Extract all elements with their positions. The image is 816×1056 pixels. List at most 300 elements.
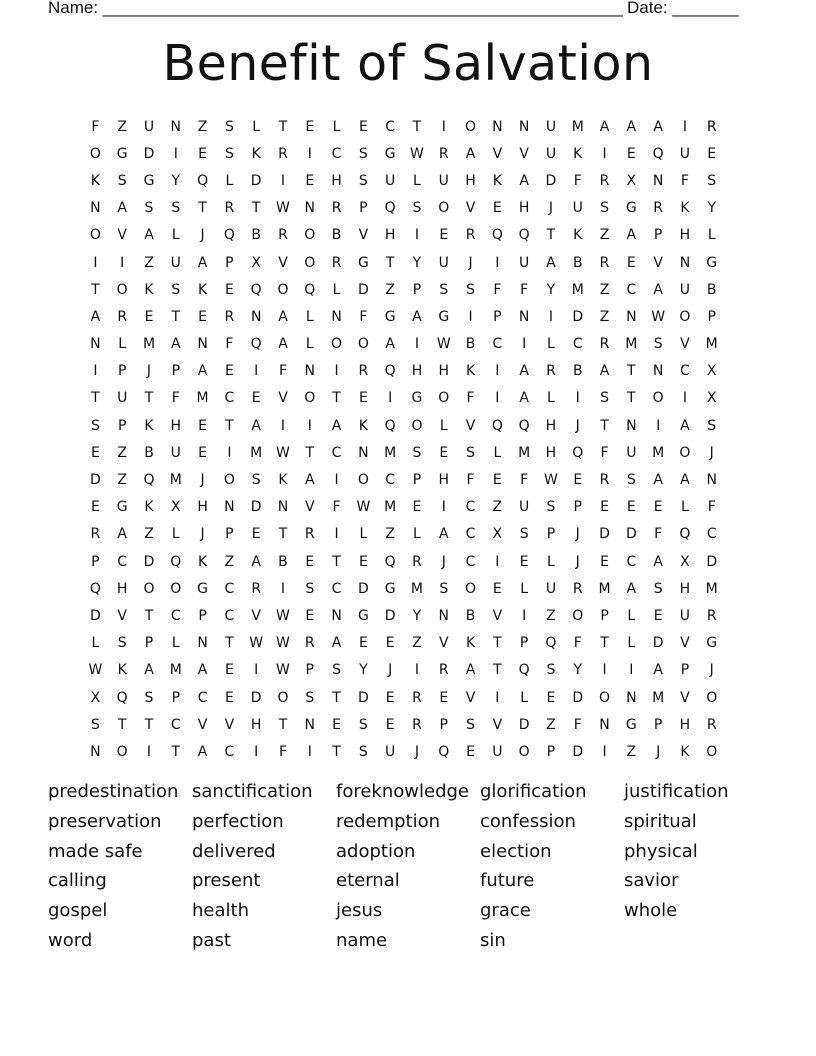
grid-letter: L xyxy=(305,308,314,325)
grid-letter: S xyxy=(224,118,234,135)
grid-letter: V xyxy=(465,417,476,434)
grid-letter: P xyxy=(305,662,314,679)
grid-letter: I xyxy=(414,227,420,244)
grid-letter: E xyxy=(144,308,154,325)
grid-letter: D xyxy=(250,689,262,706)
grid-letter: M xyxy=(169,472,182,489)
grid-letter: X xyxy=(706,390,717,407)
grid-letter: I xyxy=(495,363,500,380)
word-list-item: future xyxy=(480,870,535,892)
grid-letter: F xyxy=(278,363,287,380)
grid-letter: B xyxy=(331,227,342,244)
grid-letter: D xyxy=(518,716,530,733)
grid-letter: C xyxy=(385,472,396,489)
grid-letter: R xyxy=(304,526,315,543)
grid-letter: A xyxy=(519,363,529,380)
grid-letter: P xyxy=(573,499,582,516)
word-list-item: gospel xyxy=(48,900,108,922)
grid-letter: E xyxy=(707,145,717,162)
grid-letter: B xyxy=(465,607,476,624)
grid-letter: C xyxy=(331,580,342,597)
grid-letter: N xyxy=(438,607,449,624)
grid-letter: S xyxy=(224,145,234,162)
grid-letter: S xyxy=(117,172,127,189)
grid-letter: Q xyxy=(518,662,530,679)
grid-letter: A xyxy=(546,254,556,271)
grid-letter: S xyxy=(144,200,154,217)
grid-letter: K xyxy=(144,499,154,516)
grid-letter: K xyxy=(573,145,583,162)
word-list-item: foreknowledge xyxy=(336,781,469,802)
grid-letter: N xyxy=(492,118,503,135)
grid-letter: U xyxy=(545,580,557,597)
grid-letter: L xyxy=(681,499,689,516)
grid-letter: P xyxy=(519,635,529,652)
grid-letter: M xyxy=(384,444,397,461)
grid-letter: S xyxy=(707,417,717,434)
grid-letter: U xyxy=(385,172,396,189)
grid-letter: L xyxy=(118,336,127,353)
grid-letter: D xyxy=(250,499,262,516)
grid-letter: W xyxy=(276,635,290,652)
grid-letter: T xyxy=(600,635,609,652)
grid-letter: X xyxy=(492,526,503,543)
grid-letter: N xyxy=(358,444,369,461)
grid-letter: M xyxy=(571,118,584,135)
grid-letter: L xyxy=(332,281,341,298)
word-list-item: election xyxy=(480,840,552,862)
grid-letter: H xyxy=(411,363,423,380)
word-list-item: past xyxy=(192,929,231,951)
grid-letter: E xyxy=(198,444,208,461)
grid-letter: E xyxy=(492,200,502,217)
grid-letter: G xyxy=(384,580,396,597)
grid-letter: Q xyxy=(304,281,316,298)
grid-letter: H xyxy=(250,716,262,733)
grid-letter: P xyxy=(117,417,127,434)
grid-letter: A xyxy=(626,227,637,244)
grid-letter: V xyxy=(680,635,690,652)
grid-letter: Z xyxy=(144,526,154,543)
grid-letter: K xyxy=(144,281,154,298)
grid-letter: K xyxy=(117,662,127,679)
grid-letter: U xyxy=(170,444,181,461)
grid-letter: U xyxy=(117,390,128,407)
grid-letter: A xyxy=(278,336,288,353)
grid-letter: R xyxy=(706,118,717,135)
grid-letter: I xyxy=(468,308,473,325)
grid-letter: D xyxy=(357,689,369,706)
word-list-item: redemption xyxy=(336,810,441,832)
grid-letter: E xyxy=(385,635,395,652)
word-list-item: sanctification xyxy=(192,781,313,802)
grid-letter: J xyxy=(200,526,205,543)
grid-letter: A xyxy=(626,118,637,135)
grid-letter: P xyxy=(600,607,609,624)
grid-letter: P xyxy=(439,716,448,733)
grid-letter: C xyxy=(385,118,396,135)
grid-letter: C xyxy=(224,607,235,624)
grid-letter: C xyxy=(706,526,717,543)
letter-grid xyxy=(82,113,725,766)
grid-letter: Z xyxy=(117,444,127,461)
grid-letter: W xyxy=(276,662,290,679)
grid-letter: M xyxy=(652,444,665,461)
grid-letter: Q xyxy=(250,281,262,298)
grid-letter: A xyxy=(653,118,663,135)
grid-letter: D xyxy=(572,689,584,706)
grid-letter: E xyxy=(358,635,368,652)
grid-letter: E xyxy=(358,118,368,135)
grid-letter: C xyxy=(224,743,235,760)
grid-letter: O xyxy=(116,281,128,298)
grid-letter: T xyxy=(627,363,636,380)
grid-letter: H xyxy=(116,580,128,597)
grid-letter: Z xyxy=(492,499,503,516)
grid-letter: L xyxy=(493,444,502,461)
grid-letter: R xyxy=(438,662,449,679)
grid-letter: V xyxy=(680,336,690,353)
grid-letter: A xyxy=(278,308,288,325)
grid-letter: W xyxy=(276,200,290,217)
grid-letter: O xyxy=(706,689,718,706)
grid-letter: X xyxy=(680,553,690,570)
grid-letter: Q xyxy=(491,227,503,244)
grid-letter: F xyxy=(573,172,582,189)
grid-letter: A xyxy=(465,145,476,162)
grid-letter: R xyxy=(412,689,422,706)
grid-letter: F xyxy=(573,635,582,652)
grid-letter: L xyxy=(413,526,421,543)
grid-letter: O xyxy=(277,689,289,706)
grid-letter: R xyxy=(465,227,476,244)
grid-letter: A xyxy=(680,417,690,434)
grid-letter: P xyxy=(653,227,663,244)
grid-letter: A xyxy=(653,281,663,298)
grid-letter: N xyxy=(90,336,101,353)
grid-letter: J xyxy=(709,662,714,679)
grid-letter: U xyxy=(519,499,530,516)
grid-letter: Z xyxy=(626,743,637,760)
grid-letter: I xyxy=(682,390,687,407)
grid-letter: S xyxy=(546,662,556,679)
grid-letter: E xyxy=(573,472,583,489)
grid-letter: J xyxy=(709,444,714,461)
grid-letter: I xyxy=(682,118,687,135)
grid-letter: O xyxy=(277,281,289,298)
grid-letter: P xyxy=(171,363,181,380)
grid-letter: L xyxy=(627,635,636,652)
grid-letter: E xyxy=(224,281,234,298)
grid-letter: P xyxy=(493,308,502,325)
grid-letter: Y xyxy=(171,172,181,189)
grid-letter: Q xyxy=(572,444,584,461)
grid-letter: G xyxy=(706,254,718,271)
grid-letter: E xyxy=(626,499,636,516)
word-list-item: jesus xyxy=(336,900,383,922)
grid-letter: A xyxy=(653,472,663,489)
grid-letter: S xyxy=(332,662,342,679)
grid-letter: J xyxy=(575,526,580,543)
grid-letter: T xyxy=(117,716,127,733)
grid-letter: E xyxy=(439,689,449,706)
grid-letter: I xyxy=(495,390,500,407)
grid-letter: N xyxy=(170,118,182,135)
grid-letter: I xyxy=(280,172,286,189)
grid-letter: S xyxy=(600,200,609,217)
grid-letter: H xyxy=(438,363,450,380)
grid-letter: G xyxy=(357,254,369,271)
grid-letter: R xyxy=(572,580,583,597)
grid-letter: P xyxy=(546,743,556,760)
grid-letter: T xyxy=(251,200,261,217)
grid-letter: U xyxy=(438,172,449,189)
grid-letter: D xyxy=(599,526,610,543)
grid-letter: S xyxy=(90,417,100,434)
grid-letter: A xyxy=(251,553,261,570)
grid-letter: A xyxy=(117,526,127,543)
grid-letter: J xyxy=(575,417,580,434)
grid-letter: E xyxy=(358,553,368,570)
grid-letter: E xyxy=(626,254,636,271)
grid-letter: L xyxy=(520,580,529,597)
grid-letter: A xyxy=(197,363,208,380)
grid-letter: Z xyxy=(117,472,127,489)
grid-letter: M xyxy=(142,336,156,353)
grid-letter: L xyxy=(439,417,448,434)
grid-letter: I xyxy=(254,363,259,380)
grid-letter: E xyxy=(305,172,315,189)
grid-letter: U xyxy=(679,607,691,624)
word-list-item: health xyxy=(192,900,249,922)
word-list-item: savior xyxy=(624,870,679,892)
grid-letter: N xyxy=(197,336,208,353)
grid-letter: M xyxy=(625,336,638,353)
grid-letter: E xyxy=(492,580,502,597)
grid-letter: I xyxy=(334,472,339,489)
grid-letter: O xyxy=(438,390,450,407)
grid-letter: R xyxy=(278,145,288,162)
grid-letter: F xyxy=(171,390,180,407)
grid-letter: I xyxy=(307,417,312,434)
grid-letter: M xyxy=(571,281,584,298)
grid-letter: F xyxy=(600,444,609,461)
grid-letter: X xyxy=(170,499,181,516)
grid-letter: V xyxy=(465,689,476,706)
grid-letter: U xyxy=(438,254,449,271)
grid-letter: Q xyxy=(197,172,209,189)
grid-letter: L xyxy=(413,172,421,189)
grid-letter: T xyxy=(144,607,154,624)
grid-letter: Q xyxy=(491,417,503,434)
grid-letter: V xyxy=(117,227,127,244)
grid-letter: L xyxy=(547,553,555,570)
grid-letter: I xyxy=(93,363,98,380)
grid-letter: K xyxy=(465,363,476,380)
grid-letter: Y xyxy=(546,281,556,298)
grid-letter: M xyxy=(384,499,397,516)
word-list-item: adoption xyxy=(336,840,416,862)
grid-letter: E xyxy=(251,526,261,543)
grid-letter: S xyxy=(412,444,422,461)
grid-letter: O xyxy=(465,580,477,597)
grid-letter: K xyxy=(358,417,368,434)
grid-letter: T xyxy=(278,716,288,733)
grid-letter: T xyxy=(278,526,288,543)
grid-letter: R xyxy=(412,716,422,733)
grid-letter: O xyxy=(411,417,423,434)
grid-letter: R xyxy=(412,553,422,570)
grid-letter: T xyxy=(305,444,315,461)
grid-letter: L xyxy=(707,227,716,244)
grid-letter: D xyxy=(357,281,369,298)
grid-letter: A xyxy=(653,553,663,570)
grid-letter: G xyxy=(625,716,637,733)
grid-letter: G xyxy=(625,200,637,217)
grid-letter: I xyxy=(146,743,152,760)
grid-letter: N xyxy=(224,499,235,516)
grid-letter: O xyxy=(357,472,369,489)
grid-letter: Z xyxy=(385,526,395,543)
grid-letter: V xyxy=(519,145,529,162)
grid-letter: S xyxy=(171,200,181,217)
word-list-item: justification xyxy=(624,781,729,802)
grid-letter: V xyxy=(304,499,315,516)
word-list-item: predestination xyxy=(48,781,179,802)
grid-letter: H xyxy=(518,200,530,217)
grid-letter: E xyxy=(492,472,502,489)
grid-letter: I xyxy=(495,689,500,706)
grid-letter: P xyxy=(91,553,100,570)
grid-letter: R xyxy=(117,308,128,325)
grid-letter: D xyxy=(384,607,396,624)
grid-letter: H xyxy=(679,580,691,597)
grid-letter: E xyxy=(90,444,100,461)
grid-letter: P xyxy=(117,363,127,380)
grid-letter: E xyxy=(224,363,234,380)
grid-letter: B xyxy=(144,444,154,461)
grid-letter: A xyxy=(331,635,342,652)
grid-letter: M xyxy=(518,444,531,461)
grid-letter: B xyxy=(278,553,288,570)
grid-letter: H xyxy=(331,172,342,189)
grid-letter: K xyxy=(680,743,690,760)
grid-letter: K xyxy=(197,553,208,570)
grid-letter: R xyxy=(438,145,449,162)
grid-letter: N xyxy=(626,417,637,434)
grid-letter: Y xyxy=(412,254,422,271)
grid-letter: A xyxy=(197,743,208,760)
grid-letter: E xyxy=(198,308,208,325)
grid-letter: F xyxy=(520,472,529,489)
grid-letter: T xyxy=(144,390,154,407)
word-list-item: word xyxy=(48,929,93,951)
grid-letter: K xyxy=(144,417,154,434)
grid-letter: H xyxy=(465,172,476,189)
grid-letter: X xyxy=(90,689,101,706)
grid-letter: J xyxy=(441,553,446,570)
grid-letter: V xyxy=(465,200,476,217)
grid-letter: G xyxy=(143,172,155,189)
grid-letter: I xyxy=(495,254,500,271)
grid-letter: I xyxy=(334,363,339,380)
grid-letter: A xyxy=(599,118,610,135)
grid-letter: E xyxy=(653,607,663,624)
grid-letter: K xyxy=(573,227,583,244)
grid-letter: P xyxy=(653,716,663,733)
grid-letter: R xyxy=(251,580,262,597)
grid-letter: T xyxy=(198,200,207,217)
grid-letter: R xyxy=(706,716,717,733)
grid-letter: Z xyxy=(546,716,556,733)
grid-letter: L xyxy=(547,336,555,353)
grid-letter: R xyxy=(599,336,610,353)
grid-letter: I xyxy=(495,553,500,570)
grid-letter: A xyxy=(680,472,690,489)
grid-letter: V xyxy=(224,716,235,733)
grid-letter: Y xyxy=(412,607,422,624)
grid-letter: G xyxy=(116,145,128,162)
grid-letter: S xyxy=(305,689,315,706)
grid-letter: T xyxy=(171,308,181,325)
grid-letter: S xyxy=(653,336,663,353)
grid-letter: U xyxy=(572,200,583,217)
grid-letter: O xyxy=(89,145,101,162)
grid-letter: J xyxy=(414,743,420,760)
grid-letter: E xyxy=(305,553,315,570)
grid-letter: W xyxy=(544,472,558,489)
grid-letter: O xyxy=(599,689,611,706)
grid-letter: H xyxy=(679,716,691,733)
grid-letter: O xyxy=(89,227,101,244)
grid-letter: P xyxy=(225,254,234,271)
grid-letter: A xyxy=(144,662,154,679)
grid-letter: Y xyxy=(573,662,583,679)
grid-letter: E xyxy=(626,145,636,162)
grid-letter: E xyxy=(385,689,395,706)
grid-letter: Z xyxy=(412,635,422,652)
grid-letter: A xyxy=(331,417,342,434)
grid-letter: K xyxy=(90,172,100,189)
grid-letter: Q xyxy=(223,227,235,244)
grid-letter: G xyxy=(384,145,396,162)
grid-letter: S xyxy=(412,200,422,217)
grid-letter: E xyxy=(198,417,208,434)
grid-letter: W xyxy=(651,308,666,325)
grid-letter: I xyxy=(227,444,232,461)
grid-letter: N xyxy=(250,308,262,325)
grid-letter: V xyxy=(117,607,127,624)
grid-letter: D xyxy=(143,553,155,570)
grid-letter: E xyxy=(224,689,234,706)
grid-letter: S xyxy=(171,281,181,298)
grid-letter: G xyxy=(197,580,209,597)
grid-letter: V xyxy=(492,716,503,733)
grid-letter: S xyxy=(117,635,127,652)
grid-letter: I xyxy=(388,390,393,407)
grid-letter: O xyxy=(518,743,530,760)
grid-letter: M xyxy=(652,689,665,706)
grid-letter: V xyxy=(251,607,261,624)
grid-letter: A xyxy=(599,363,610,380)
grid-letter: T xyxy=(332,743,341,760)
grid-letter: K xyxy=(680,200,690,217)
grid-letter: O xyxy=(357,336,369,353)
grid-letter: A xyxy=(90,308,101,325)
word-list-item: present xyxy=(192,870,261,892)
grid-letter: V xyxy=(358,227,369,244)
grid-letter: A xyxy=(412,308,422,325)
